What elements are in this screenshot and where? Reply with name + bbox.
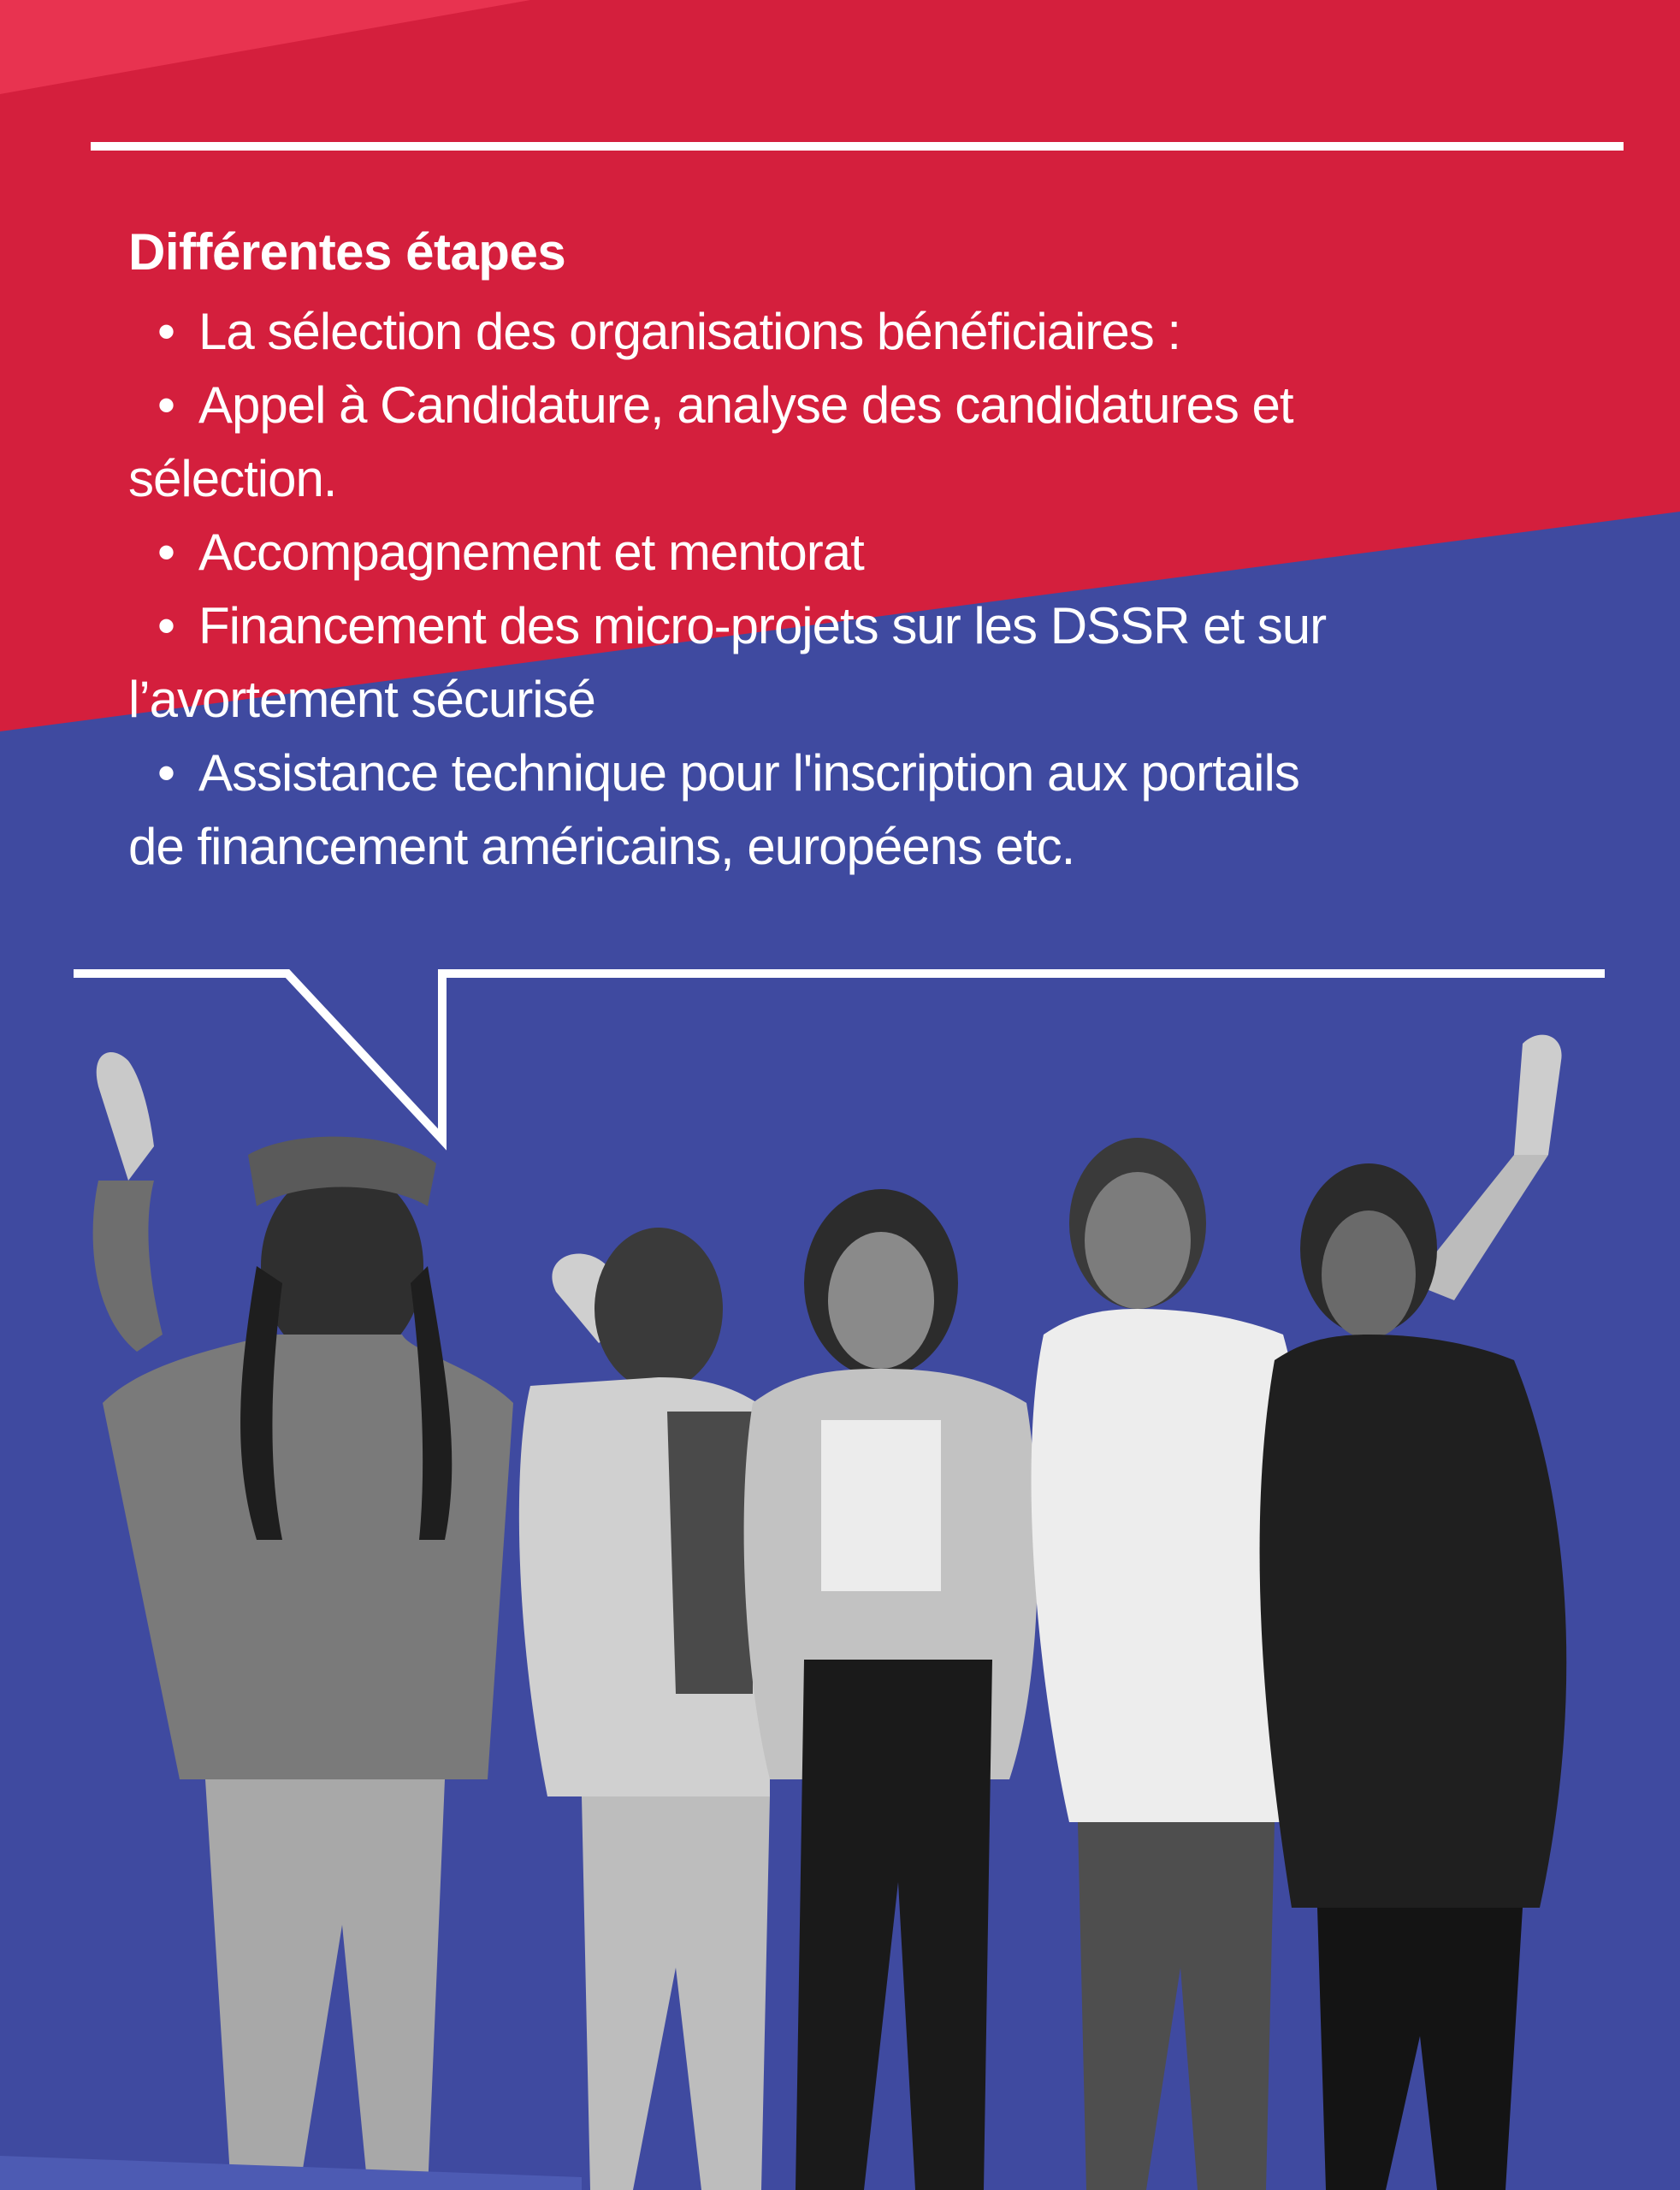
step-text: Accompagnement et mentorat: [198, 524, 864, 581]
step-text: La sélection des organisations bénéficiaires :: [198, 303, 1181, 360]
steps-section: [128, 218, 1463, 884]
bullet-icon: •: [157, 597, 175, 654]
bullet-icon: •: [157, 376, 175, 434]
step-text: Financement des micro-projets sur les DSSR et sur: [198, 597, 1327, 654]
bullet-icon: •: [157, 524, 175, 581]
bullet-icon: •: [157, 744, 175, 802]
bullet-icon: •: [157, 303, 175, 360]
list-item: [128, 737, 1463, 884]
list-item: [128, 369, 1463, 516]
top-divider-line: [91, 142, 1624, 151]
step-text-continuation: sélection.: [128, 450, 337, 507]
list-item: [128, 516, 1463, 589]
steps-list: [128, 295, 1463, 884]
step-text: Assistance technique pour l'inscription aux portails: [198, 744, 1299, 802]
section-heading: Différentes étapes: [128, 223, 566, 281]
list-item: [128, 589, 1463, 737]
step-text-continuation: de financement américains, européens etc.: [128, 818, 1075, 875]
step-text-continuation: l’avortement sécurisé: [128, 671, 595, 728]
list-item: [128, 295, 1463, 369]
step-text: Appel à Candidature, analyse des candidatures et: [198, 376, 1293, 434]
